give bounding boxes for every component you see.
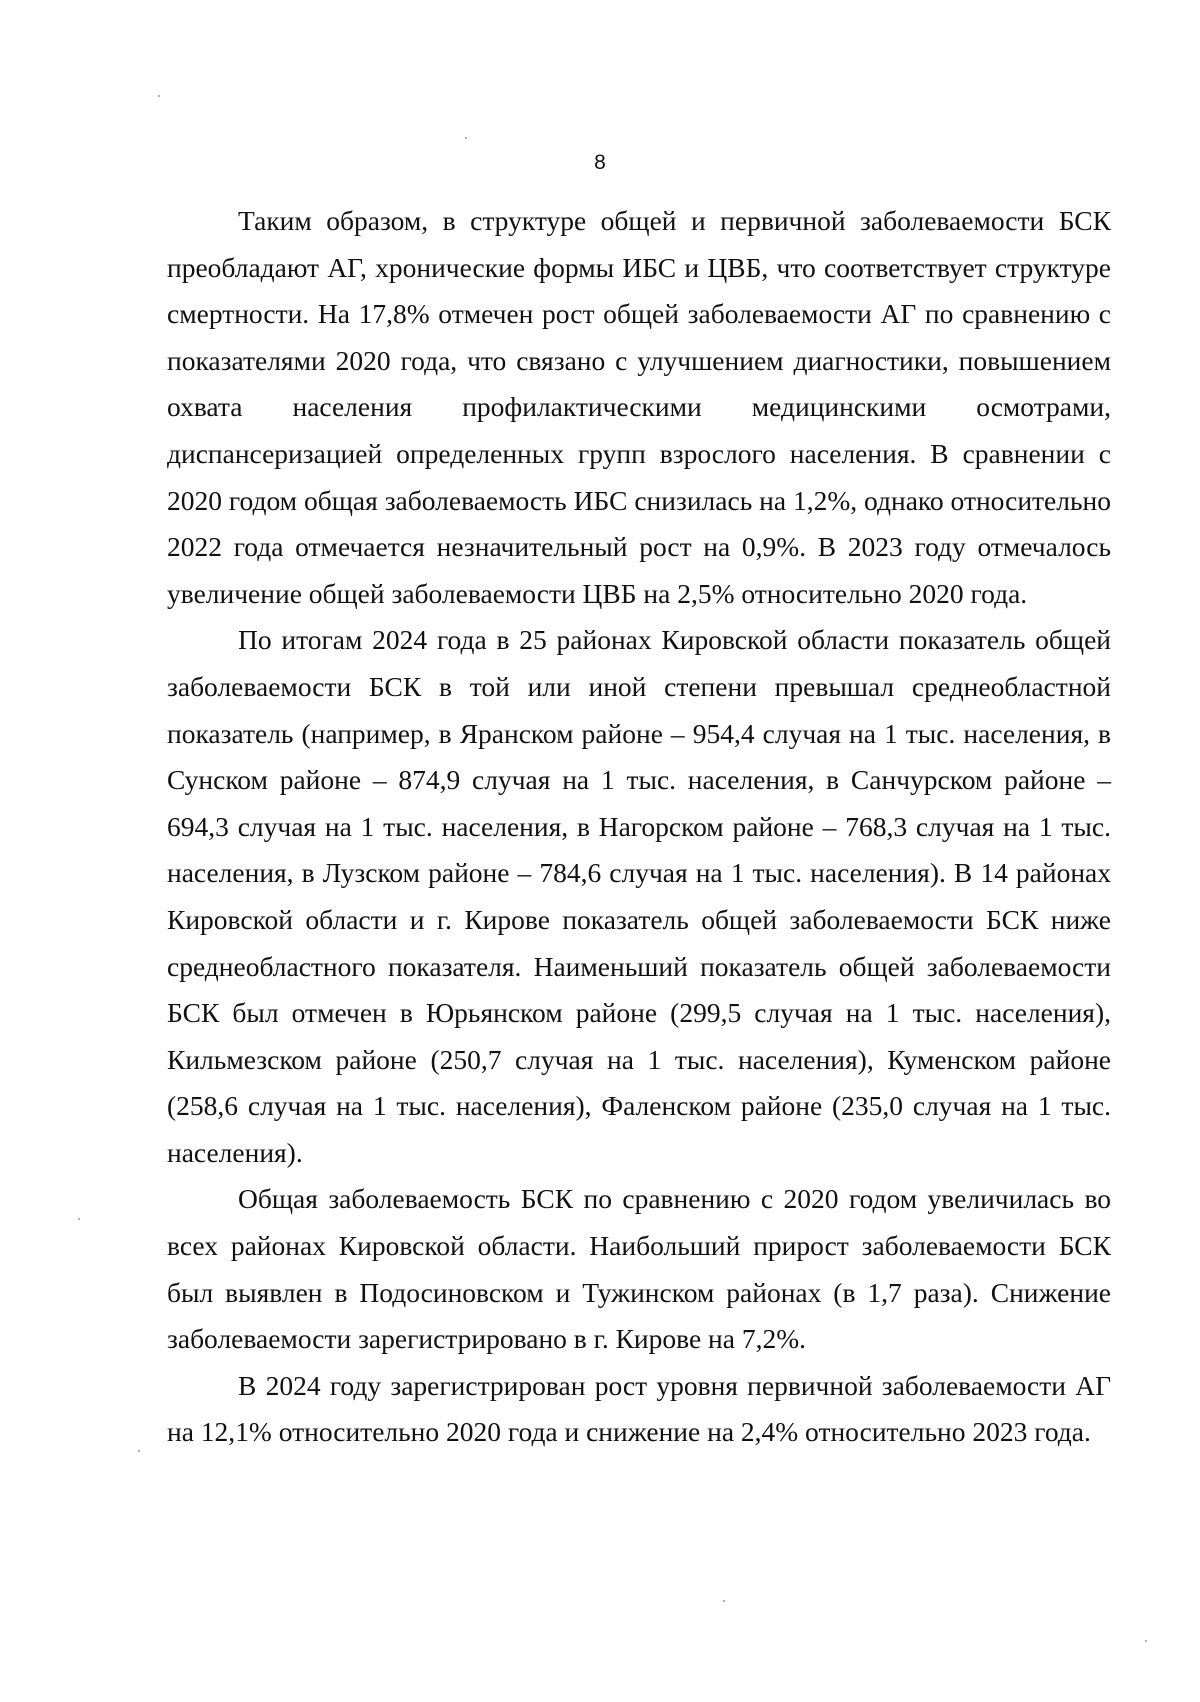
- paragraph-2: По итогам 2024 года в 25 районах Кировской области показатель общей заболеваемости БСК в той или иной степени превышал среднеобластной показатель (например, в Яранском районе – 954,4 случая на 1 тыс. населения, в Сунском районе – 874,9 случая на 1 тыс. населения, в Санчурском районе – 694,3 случая на 1 тыс. населения, в Нагорском районе – 768,3 случая на 1 тыс. населения, в Лузском районе – 784,6 случая на 1 тыс. населения). В 14 районах Кировской области и г. Кирове показатель общей заболеваемости БСК ниже среднеобластного показателя. Наименьший показатель общей заболеваемости БСК был отмечен в Юрьянском районе (299,5 случая на 1 тыс. населения), Кильмезском районе (250,7 случая на 1 тыс. населения), Куменском районе (258,6 случая на 1 тыс. населения), Фаленском районе (235,0 случая на 1 тыс. населения).: [167, 624, 1111, 1168]
- scan-speck: [138, 1450, 140, 1452]
- paragraph-4: В 2024 году зарегистрирован рост уровня первичной заболеваемости АГ на 12,1% относительно 2020 года и снижение на 2,4% относительно 2023 года.: [167, 1369, 1111, 1448]
- scan-speck: [1145, 1640, 1147, 1642]
- paragraph-3: Общая заболеваемость БСК по сравнению с 2020 годом увеличилась во всех районах Кировской области. Наибольший прирост заболеваемости БСК был выявлен в Подосиновском и Тужинском районах (в 1,7 раза). Снижение заболеваемости зарегистрировано в г. Кирове на 7,2%.: [167, 1183, 1111, 1355]
- scan-speck: [465, 137, 467, 139]
- scan-speck: [78, 1218, 80, 1220]
- document-body: [167, 198, 1111, 1456]
- scan-speck: [158, 95, 160, 97]
- paragraph-1: Таким образом, в структуре общей и первичной заболеваемости БСК преобладают АГ, хронические формы ИБС и ЦВБ, что соответствует структуре смертности. На 17,8% отмечен рост общей заболеваемости АГ по сравнению с показателями 2020 года, что связано с улучшением диагностики, повышением охвата населения профилактическими медицинскими осмотрами, диспансеризацией определенных групп взрослого населения. В сравнении с 2020 годом общая заболеваемость ИБС снизилась на 1,2%, однако относительно 2022 года отмечается незначительный рост на 0,9%. В 2023 году отмечалось увеличение общей заболеваемости ЦВБ на 2,5% относительно 2020 года.: [167, 205, 1111, 609]
- page-number: 8: [594, 151, 606, 174]
- scan-speck: [723, 1600, 725, 1602]
